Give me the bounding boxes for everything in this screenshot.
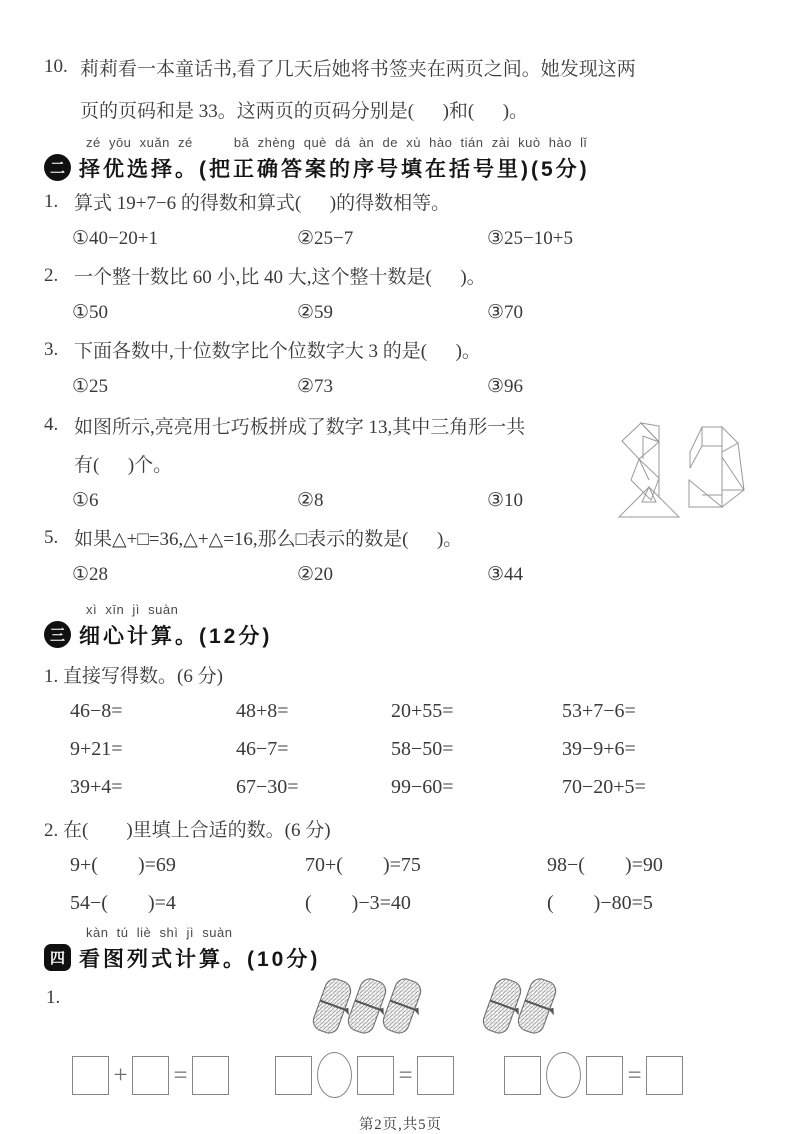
option-2: ②20 — [297, 564, 334, 585]
calc-row-3 — [44, 768, 757, 806]
equation-group-1 — [70, 1056, 231, 1095]
stick-bundles-image — [306, 969, 566, 1043]
question-number: 10. — [44, 56, 68, 77]
answer-box — [275, 1056, 312, 1095]
question-number: 3. — [44, 338, 59, 360]
calc-expression: 46−7= — [236, 737, 289, 760]
question-number: 5. — [44, 526, 59, 548]
section-choice — [44, 134, 757, 183]
fill-expression: 98−( )=90 — [547, 853, 663, 876]
answer-box — [586, 1056, 623, 1095]
question-text: 如图所示,亮亮用七巧板拼成了数字 13,其中三角形一共 — [74, 416, 526, 438]
option-2: ②25−7 — [297, 228, 354, 249]
diagram-item-1 — [44, 973, 757, 1049]
option-2: ②73 — [297, 376, 334, 397]
calc-expression: 9+21= — [70, 737, 123, 760]
question-text: 莉莉看一本童话书,看了几天后她将书签夹在两页之间。她发现这两 — [80, 58, 636, 80]
fill-expression: 54−( )=4 — [70, 891, 176, 914]
section-choice-pinyin: zé yōu xuǎn zé bǎ zhèng què dá àn de xù hào tián zài kuò hào lǐ — [86, 135, 587, 150]
question-number: 1. — [44, 190, 59, 212]
fill-expression: 70+( )=75 — [305, 853, 421, 876]
answer-box — [192, 1056, 229, 1095]
question-10-line1 — [44, 46, 757, 88]
question-text: 一个整十数比 60 小,比 40 大,这个整十数是( )。 — [74, 267, 486, 288]
calc-row-1 — [44, 692, 757, 730]
choice-question-4-line2: 有( )个。 — [74, 455, 173, 476]
section-diagram — [44, 924, 757, 973]
answer-box — [504, 1056, 541, 1095]
page-footer: 第2页,共5页 — [358, 1117, 443, 1133]
section-calc-pinyin: xì xīn jì suàn — [86, 602, 179, 617]
option-1: ①50 — [72, 302, 109, 323]
answer-box — [132, 1056, 169, 1095]
equation-group-3 — [502, 1052, 685, 1098]
section-calc-header — [44, 619, 757, 650]
equals-sign: = — [398, 1061, 413, 1089]
calc-expression: 99−60= — [391, 775, 454, 798]
calc-expression: 39+4= — [70, 775, 123, 798]
option-3: ③25−10+5 — [487, 228, 573, 249]
question-10 — [44, 46, 757, 130]
option-1: ①25 — [72, 376, 109, 397]
choice-question-1 — [44, 183, 757, 220]
calc-expression: 70−20+5= — [562, 775, 646, 798]
tangram-digit-1 — [619, 423, 679, 517]
option-3: ③96 — [487, 376, 524, 397]
choice-question-5-options — [44, 556, 757, 593]
fill-row-1 — [44, 846, 757, 884]
option-1: ①40−20+1 — [72, 228, 158, 249]
question-text: 算式 19+7−6 的得数和算式( )的得数相等。 — [74, 193, 451, 214]
answer-box — [646, 1056, 683, 1095]
calc-expression: 39−9+6= — [562, 737, 636, 760]
option-3: ③44 — [487, 564, 524, 585]
choice-question-2 — [44, 257, 757, 294]
calc-expression: 20+55= — [391, 699, 454, 722]
calc-row-2 — [44, 730, 757, 768]
section-title: 细心计算。(12分) — [79, 624, 273, 648]
choice-question-1-options — [44, 220, 757, 257]
answer-box — [72, 1056, 109, 1095]
operator-circle — [317, 1052, 352, 1098]
calc-sub2-label: 2. 在( )里填上合适的数。(6 分) — [44, 819, 331, 841]
option-1: ①28 — [72, 564, 109, 585]
calc-expression: 67−30= — [236, 775, 299, 798]
equals-sign: = — [627, 1061, 642, 1089]
option-1: ①6 — [72, 490, 99, 511]
calc-expression: 46−8= — [70, 699, 123, 722]
equals-sign: = — [173, 1061, 188, 1089]
answer-box — [417, 1056, 454, 1095]
fill-row-2 — [44, 884, 757, 922]
equation-group-2 — [273, 1052, 456, 1098]
choice-question-3 — [44, 331, 757, 368]
option-3: ③70 — [487, 302, 524, 323]
operator-circle — [546, 1052, 581, 1098]
section-number-badge: 三 — [44, 621, 71, 648]
choice-question-3-options — [44, 368, 757, 405]
section-number-badge: 二 — [44, 154, 71, 181]
section-choice-header — [44, 152, 757, 183]
tangram-figure-13 — [597, 420, 767, 530]
question-text: 下面各数中,十位数字比个位数字大 3 的是( )。 — [74, 341, 481, 362]
bundle-of-ten — [516, 976, 565, 1038]
question-text: 如果△+□=36,△+△=16,那么□表示的数是( )。 — [74, 529, 463, 550]
calc-expression: 48+8= — [236, 699, 289, 722]
section-calc — [44, 601, 757, 650]
option-2: ②8 — [297, 490, 324, 511]
section-number-badge: 四 — [44, 944, 71, 971]
fill-expression: 9+( )=69 — [70, 853, 176, 876]
answer-box — [357, 1056, 394, 1095]
equation-boxes-row — [70, 1049, 757, 1101]
option-2: ②59 — [297, 302, 334, 323]
question-10-line2: 页的页码和是 33。这两页的页码分别是( )和( )。 — [80, 100, 529, 122]
section-title: 择优选择。(把正确答案的序号填在括号里)(5分) — [79, 157, 590, 181]
fill-expression: ( )−80=5 — [547, 891, 653, 914]
question-number: 2. — [44, 264, 59, 286]
question-number: 4. — [44, 414, 59, 435]
section-title: 看图列式计算。(10分) — [79, 947, 321, 971]
section-diagram-pinyin: kàn tú liè shì jì suàn — [86, 925, 233, 940]
item-number: 1. — [46, 987, 61, 1008]
option-3: ③10 — [487, 490, 524, 511]
bundle-of-ten — [381, 976, 430, 1038]
choice-question-2-options — [44, 294, 757, 331]
calc-expression: 58−50= — [391, 737, 454, 760]
calc-sub1-label: 1. 直接写得数。(6 分) — [44, 665, 223, 687]
calc-expression: 53+7−6= — [562, 699, 636, 722]
plus-sign: + — [113, 1061, 128, 1089]
tangram-digit-3 — [689, 427, 744, 507]
fill-expression: ( )−3=40 — [305, 891, 411, 914]
